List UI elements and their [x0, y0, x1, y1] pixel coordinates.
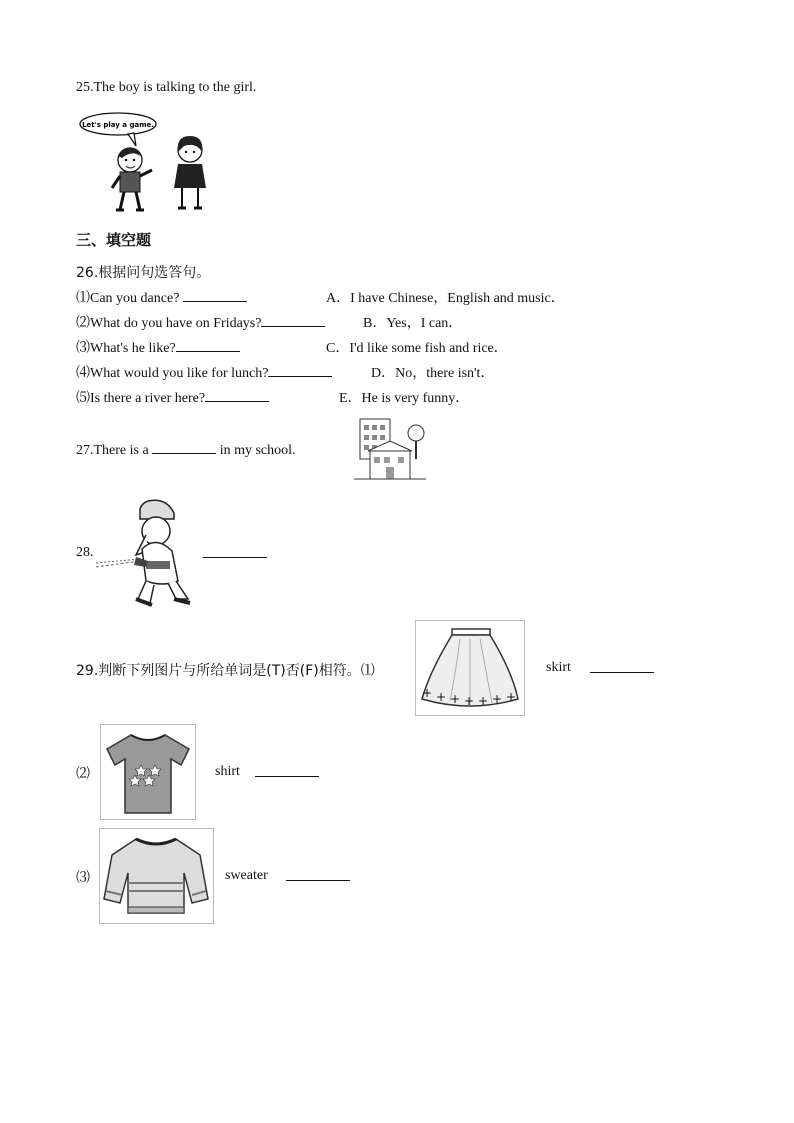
question-number: ⑴	[76, 291, 90, 306]
svg-text:+: +	[436, 690, 447, 704]
q29-item-2-line	[255, 764, 319, 782]
q29-item-2-number: ⑵	[76, 766, 90, 782]
question-text: What's he like?	[90, 341, 176, 356]
answer-blank[interactable]	[183, 289, 247, 302]
question-text: What would you like for lunch?	[90, 366, 269, 381]
speech-bubble-text: Let's play a game.	[82, 121, 154, 129]
answer-blank[interactable]	[152, 441, 216, 454]
svg-text:+: +	[464, 694, 475, 708]
answer-blank[interactable]	[590, 660, 654, 673]
school-building-illustration	[350, 415, 430, 483]
q29-title: 29.判断下列图片与所给单词是(T)否(F)相符。⑴	[76, 663, 375, 679]
q26-title: 26.根据问句选答句。	[76, 265, 211, 281]
q28-number: 28.	[76, 545, 94, 560]
q26-question-1	[76, 287, 247, 307]
q29-item-2	[215, 764, 240, 780]
answer-blank[interactable]	[261, 314, 325, 327]
skirt-image	[415, 620, 525, 716]
answer-blank[interactable]	[205, 389, 269, 402]
q29-item-1-line	[590, 660, 654, 678]
q27-text-before: 27.There is a	[76, 443, 149, 458]
q29-item-1	[546, 660, 571, 676]
svg-text:+: +	[478, 694, 489, 708]
q29-item-3	[225, 868, 268, 884]
q25-text: 25.The boy is talking to the girl.	[76, 80, 257, 95]
sweater-image	[99, 828, 214, 924]
svg-text:+: +	[506, 690, 517, 704]
question-number: ⑷	[76, 366, 90, 381]
answer-blank[interactable]	[286, 868, 350, 881]
svg-text:+: +	[492, 692, 503, 706]
q26-answer-b: B．Yes，I can．	[363, 316, 463, 331]
answer-blank[interactable]	[176, 339, 240, 352]
answer-blank[interactable]	[203, 545, 267, 558]
q26-answer-a: A．I have Chinese，English and music．	[326, 291, 565, 306]
svg-text:+: +	[422, 686, 433, 700]
q29-item-3-line	[286, 868, 350, 886]
section-title: 三、填空题	[76, 231, 152, 249]
q27-line	[76, 441, 296, 459]
clothing-word: skirt	[546, 660, 571, 675]
q29-item-3-number: ⑶	[76, 870, 90, 886]
q27-text-after: in my school.	[219, 443, 296, 458]
boy-girl-illustration	[78, 110, 218, 215]
q26-question-4	[76, 362, 332, 382]
question-text: Can you dance?	[90, 291, 180, 306]
question-number: ⑸	[76, 391, 90, 406]
clothing-word: sweater	[225, 868, 268, 883]
q26-answer-c: C．I'd like some fish and rice．	[326, 341, 508, 356]
question-number: ⑶	[76, 341, 90, 356]
question-text: What do you have on Fridays?	[90, 316, 262, 331]
clothing-word: shirt	[215, 764, 240, 779]
question-number: ⑵	[76, 316, 90, 331]
shirt-image	[100, 724, 196, 820]
q28-line	[203, 545, 267, 563]
firefighter-illustration	[96, 495, 198, 611]
answer-blank[interactable]	[255, 764, 319, 777]
q26-question-3	[76, 337, 240, 357]
q26-question-5	[76, 387, 269, 407]
answer-blank[interactable]	[268, 364, 332, 377]
svg-text:+: +	[450, 692, 461, 706]
q26-question-2	[76, 312, 325, 332]
q26-answer-e: E．He is very funny．	[339, 391, 470, 406]
question-text: Is there a river here?	[90, 391, 206, 406]
q26-answer-d: D．No，there isn't．	[371, 366, 495, 381]
